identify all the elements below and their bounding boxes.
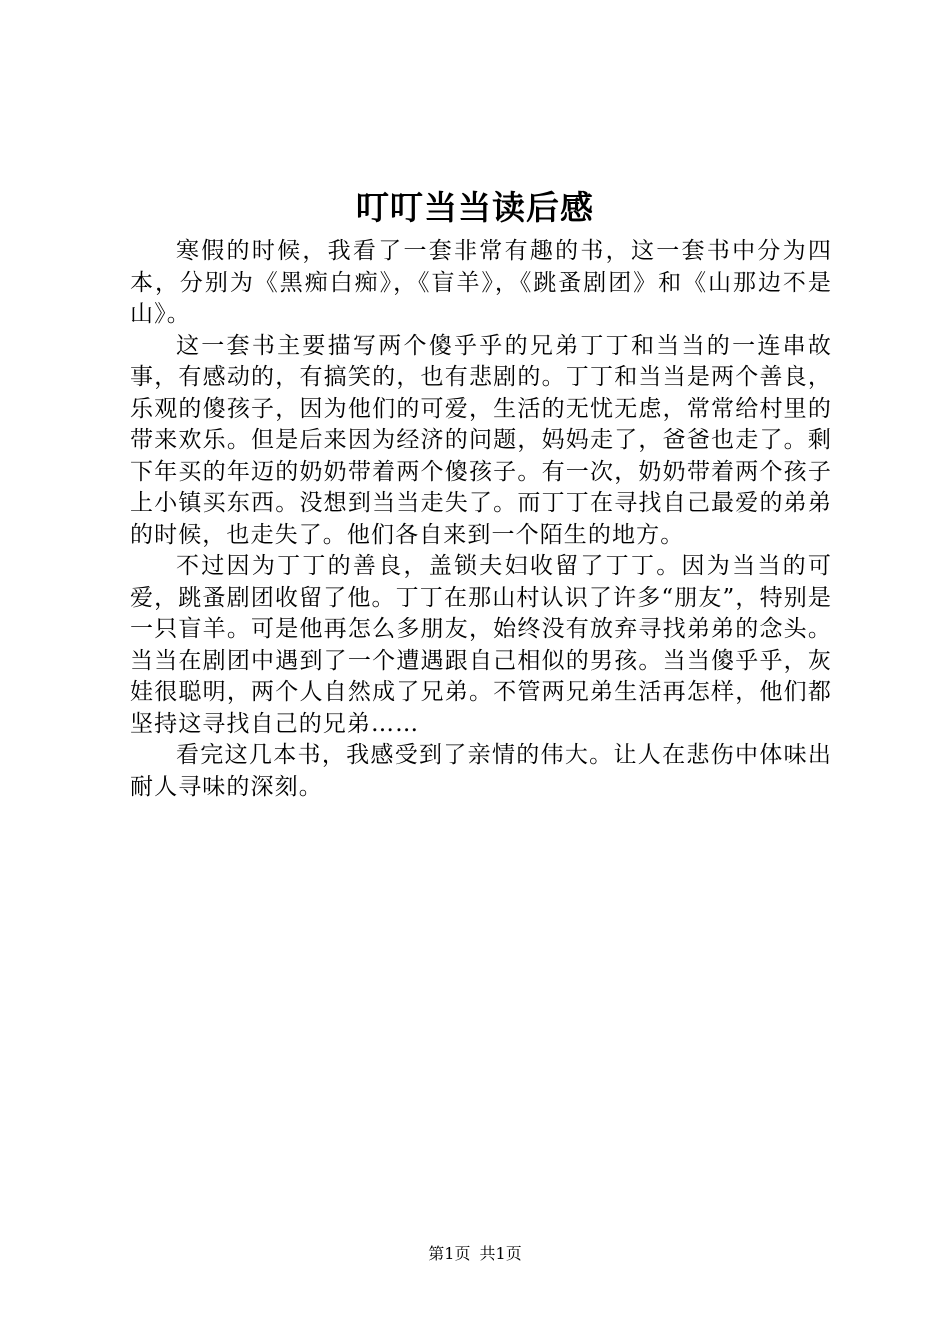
document-body (130, 236, 832, 803)
document-title: 叮叮当当读后感 (356, 188, 594, 227)
paragraph: 这一套书主要描写两个傻乎乎的兄弟丁丁和当当的一连串故事，有感动的，有搞笑的，也有悲剧的。丁丁和当当是两个善良，乐观的傻孩子，因为他们的可爱，生活的无忧无虑，常常给村里的带来欢乐。但是后来因为经济的问题，妈妈走了，爸爸也走了。剩下年买的年迈的奶奶带着两个傻孩子。有一次，奶奶带着两个孩子上小镇买东西。没想到当当走失了。而丁丁在寻找自己最爱的弟弟的时候，也走失了。他们各自来到一个陌生的地方。 (130, 332, 832, 548)
paragraph: 不过因为丁丁的善良，盖锁夫妇收留了丁丁。因为当当的可爱，跳蚤剧团收留了他。丁丁在那山村认识了许多“朋友”，特别是一只盲羊。可是他再怎么多朋友，始终没有放弃寻找弟弟的念头。当当在剧团中遇到了一个遭遇跟自己相似的男孩。当当傻乎乎，灰娃很聪明，两个人自然成了兄弟。不管两兄弟生活再怎样，他们都坚持这寻找自己的兄弟…… (130, 553, 832, 737)
page-footer: 第1页 共1页 (428, 1244, 522, 1263)
paragraph: 看完这几本书，我感受到了亲情的伟大。让人在悲伤中体味出耐人寻味的深刻。 (130, 742, 832, 800)
paragraph: 寒假的时候，我看了一套非常有趣的书，这一套书中分为四本，分别为《黑痴白痴》，《盲羊》，《跳蚤剧团》和《山那边不是山》。 (130, 238, 832, 327)
